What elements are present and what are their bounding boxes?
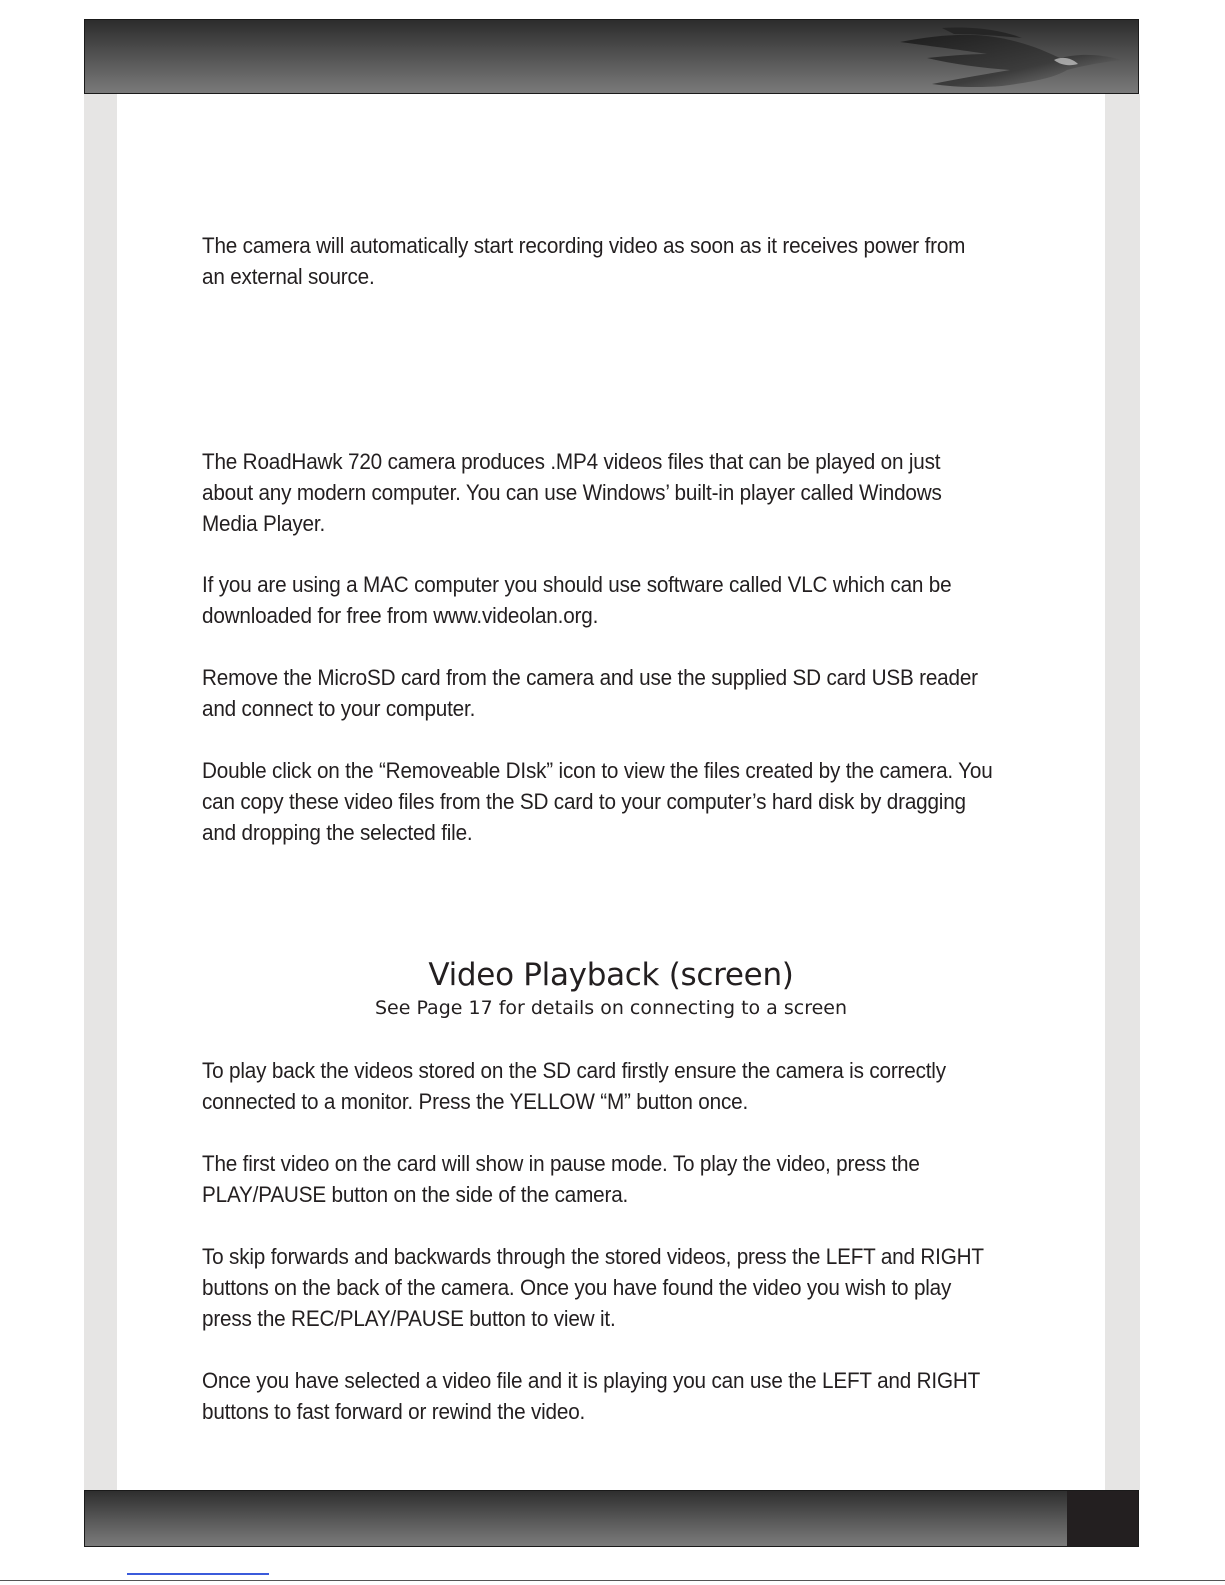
computer-playback-paragraph-4: Double click on the “Removeable DIsk” icon to view the files created by the camera. You can copy these video files from the SD card to your computer’s hard disk by dragging and dropping the selected file. xyxy=(202,758,993,845)
header-bar xyxy=(84,19,1139,94)
page-number-box xyxy=(1067,1491,1138,1546)
computer-playback-paragraph-1: The RoadHawk 720 camera produces .MP4 videos files that can be played on just about any modern computer. You can use Windows’ built-in player called Windows Media Player. xyxy=(202,449,942,536)
bottom-rule xyxy=(0,1580,1225,1581)
hawk-logo-icon xyxy=(882,20,1132,94)
computer-playback-paragraph-2: If you are using a MAC computer you should use software called VLC which can be downloaded for free from www.videolan.org. xyxy=(202,572,952,628)
screen-playback-paragraph-2: The first video on the card will show in pause mode. To play the video, press the PLAY/PAUSE button on the side of the camera. xyxy=(202,1151,920,1207)
intro-paragraph: The camera will automatically start recording video as soon as it receives power from an external source. xyxy=(202,233,966,289)
section-subtitle: See Page 17 for details on connecting to a screen xyxy=(374,997,848,1019)
section-title-video-playback-screen: Video Playback (screen) xyxy=(428,957,794,993)
bottom-link-underline xyxy=(127,1573,269,1575)
screen-playback-paragraph-4: Once you have selected a video file and it is playing you can use the LEFT and RIGHT buttons to fast forward or rewind the video. xyxy=(202,1368,980,1424)
computer-playback-paragraph-3: Remove the MicroSD card from the camera and use the supplied SD card USB reader and connect to your computer. xyxy=(202,665,978,721)
screen-playback-paragraph-3: To skip forwards and backwards through the stored videos, press the LEFT and RIGHT buttons on the back of the camera. Once you have found the video you wish to play press the REC/PLAY/PAUSE button to view it. xyxy=(202,1244,984,1331)
screen-playback-paragraph-1: To play back the videos stored on the SD card firstly ensure the camera is correctly connected to a monitor. Press the YELLOW “M” button once. xyxy=(202,1058,946,1114)
footer-bar xyxy=(84,1490,1139,1547)
